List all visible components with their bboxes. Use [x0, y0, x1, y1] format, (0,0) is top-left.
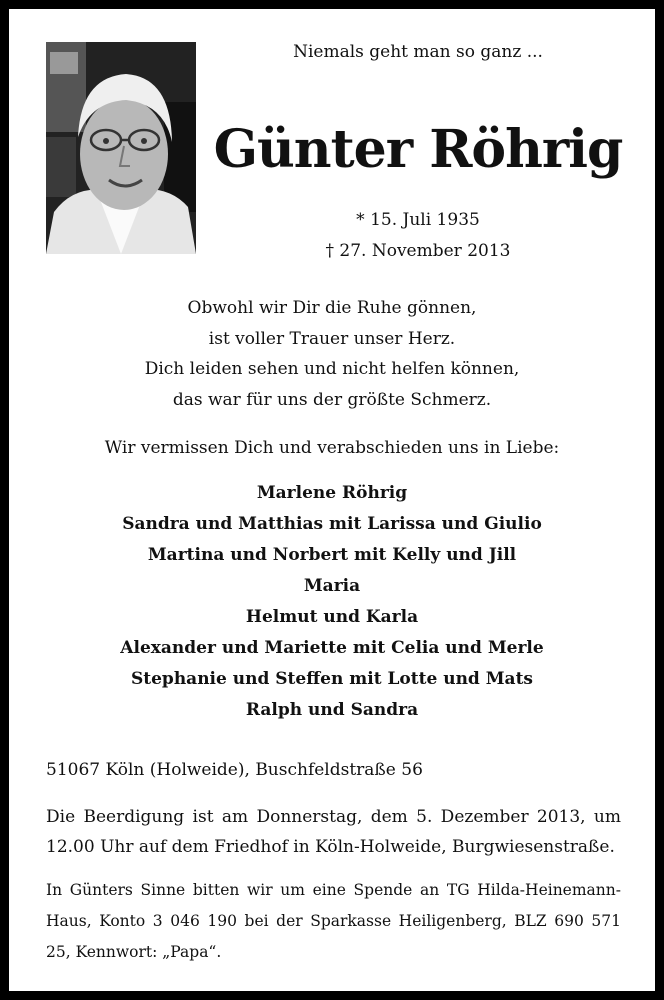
family-address: 51067 Köln (Holweide), Buschfeldstraße 56: [46, 760, 423, 780]
deceased-name: Günter Röhrig: [213, 119, 623, 180]
poem: [9, 293, 655, 415]
family-member: Martina und Norbert mit Kelly und Jill: [147, 545, 517, 565]
funeral-details: Die Beerdigung ist am Donnerstag, dem 5. Dezember 2013, um 12.00 Uhr auf dem Friedhof in Köln-Holweide, Burgwiesenstraße.: [46, 807, 621, 857]
death-date: † 27. November 2013: [325, 241, 511, 261]
poem-line: Dich leiden sehen und nicht helfen können,: [144, 359, 520, 379]
poem-line: Obwohl wir Dir die Ruhe gönnen,: [187, 298, 477, 318]
farewell-line: Wir vermissen Dich und verabschieden uns in Liebe:: [104, 438, 560, 458]
family-member: Maria: [303, 576, 361, 596]
portrait-photo: [46, 42, 196, 254]
family-member: Alexander und Mariette mit Celia und Merle: [120, 638, 544, 658]
portrait-photo-graphic: [46, 42, 196, 254]
family-member: Sandra und Matthias mit Larissa und Giulio: [122, 514, 542, 534]
family-member: Stephanie und Steffen mit Lotte und Mats: [130, 669, 533, 689]
obituary-notice: [9, 9, 655, 991]
birth-date: * 15. Juli 1935: [356, 210, 480, 230]
poem-line: ist voller Trauer unser Herz.: [208, 328, 456, 349]
family-member: Helmut und Karla: [245, 607, 419, 627]
motto: Niemals geht man so ganz ...: [293, 42, 543, 62]
family-list: [9, 478, 655, 726]
life-dates: [209, 205, 627, 267]
donation-request: In Günters Sinne bitten wir um eine Spende an TG Hilda-Heinemann-Haus, Konto 3 046 190 bei der Sparkasse Heiligenberg, BLZ 690 571 25, Kennwort: „Papa“.: [46, 881, 621, 961]
poem-line: das war für uns der größte Schmerz.: [172, 389, 492, 410]
family-member: Marlene Röhrig: [256, 483, 408, 503]
family-member: Ralph und Sandra: [245, 700, 419, 720]
